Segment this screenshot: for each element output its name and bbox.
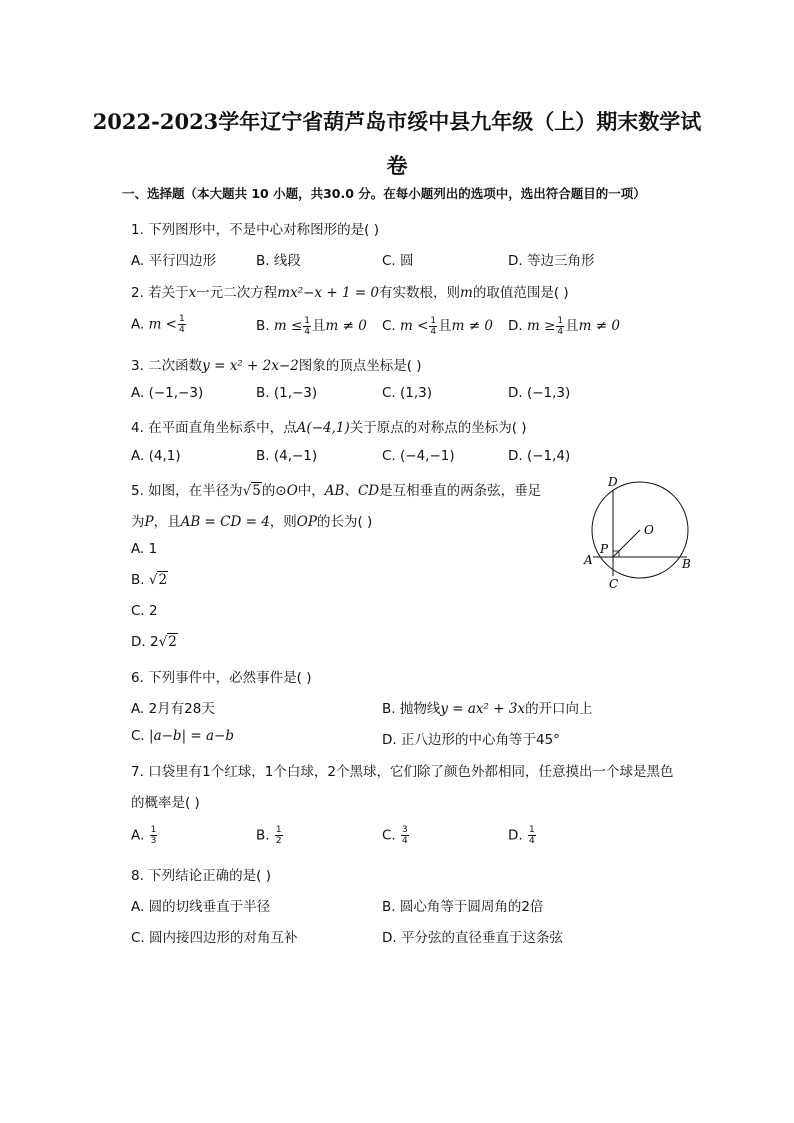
q6-option-a: A. 2月有28天 [131, 701, 215, 717]
option-letter: B. [131, 572, 149, 588]
q2-stem-text: 2. 若关于 [131, 285, 189, 301]
option-letter: C. [382, 827, 401, 844]
q2-option-d [508, 314, 620, 337]
q5-option-d [131, 634, 178, 650]
q4-option-a: A. (4,1) [131, 448, 181, 464]
option-math: m ≥ [526, 318, 556, 334]
fraction-denominator: 4 [557, 326, 564, 337]
q1-option-a: A. 平行四边形 [131, 253, 217, 269]
fraction [150, 825, 158, 846]
fraction-numerator: 1 [150, 825, 157, 835]
q6-option-d: D. 正八边形的中心角等于45° [382, 732, 560, 748]
q1-stem: 1. 下列图形中，不是中心对称图形的是( ) [131, 222, 379, 238]
q5-var: AB [324, 483, 345, 499]
q5-text: 的⊙ [261, 483, 287, 499]
title-line-2: 卷 [386, 153, 408, 178]
q6-stem: 6. 下列事件中，必然事件是( ) [131, 670, 312, 686]
fraction [401, 825, 409, 846]
option-text: B. 抛物线 [382, 701, 441, 717]
option-text: 且 [438, 318, 452, 334]
q4-stem [131, 416, 527, 436]
option-math: m ≠ 0 [451, 318, 493, 334]
fraction [178, 314, 186, 335]
label-o: O [644, 523, 654, 537]
q3-stem-text: 3. 二次函数 [131, 358, 203, 374]
label-b: B [682, 557, 691, 571]
circle-diagram [578, 472, 708, 592]
q5-text: 5. 如图，在半径为 [131, 483, 243, 499]
option-text: 的开口向上 [525, 701, 593, 717]
q7-option-d [508, 825, 537, 846]
fraction-numerator: 1 [275, 825, 282, 835]
option-math: y = ax² + 3x [440, 701, 526, 717]
q2-option-b [256, 314, 367, 337]
q5-text: ，且 [153, 514, 181, 530]
sqrt-radicand: 2 [168, 634, 177, 650]
q3-option-a: A. (−1,−3) [131, 385, 204, 401]
q8-option-b: B. 圆心角等于圆周角的2倍 [382, 899, 544, 915]
q7-stem-line-2: 的概率是( ) [131, 795, 200, 811]
q2-var-x: x [188, 285, 197, 301]
option-letter: B. [256, 318, 274, 334]
option-letter: D. [508, 827, 527, 844]
q7-option-c [382, 825, 410, 846]
q8-stem: 8. 下列结论正确的是( ) [131, 868, 271, 884]
q3-option-d: D. (−1,3) [508, 385, 571, 401]
q2-stem-text-2: 一元二次方程 [196, 285, 278, 301]
fraction-numerator: 3 [402, 825, 408, 835]
fraction [429, 316, 437, 337]
fraction-denominator: 4 [179, 325, 185, 335]
option-letter: A. [131, 316, 149, 333]
q5-stem-line-1 [131, 479, 541, 499]
fraction-numerator: 1 [528, 825, 535, 835]
q7-option-b [256, 825, 284, 846]
q2-stem [131, 281, 569, 301]
sqrt-radicand: 5 [252, 483, 261, 499]
q5-circle-figure [578, 472, 708, 592]
q6-option-b [382, 697, 593, 717]
q4-option-b: B. (4,−1) [256, 448, 318, 464]
q4-stem-text: 4. 在平面直角坐标系中，点 [131, 420, 297, 436]
q5-text: 为 [131, 514, 145, 530]
q5-text: 的长为( ) [316, 514, 373, 530]
option-math: m ≠ 0 [325, 318, 367, 334]
q2-stem-text-4: 的取值范围是( ) [472, 285, 569, 301]
q5-var: O [286, 483, 298, 499]
sqrt-radicand: 2 [158, 572, 168, 588]
sqrt: √2 [148, 572, 168, 588]
fraction-denominator: 3 [150, 836, 157, 846]
q5-option-a: A. 1 [131, 541, 158, 557]
option-letter: D. 2 [131, 634, 159, 650]
exam-title [0, 100, 794, 188]
q5-var: P [144, 514, 154, 530]
q7-option-a [131, 825, 158, 846]
option-letter: B. [256, 827, 274, 844]
q5-text: 中， [297, 483, 325, 499]
q3-option-b: B. (1,−3) [256, 385, 318, 401]
q3-stem-text-2: 图象的顶点坐标是( ) [298, 358, 422, 374]
q2-stem-text-3: 有实数根，则 [379, 285, 461, 301]
label-d: D [608, 475, 618, 489]
label-c: C [609, 577, 619, 591]
q3-equation: y = x² + 2x−2 [202, 358, 299, 374]
title-line-1: 2022-2023学年辽宁省葫芦岛市绥中县九年级（上）期末数学试 [92, 109, 702, 134]
q5-option-b [131, 572, 168, 588]
option-letter: A. [131, 827, 149, 844]
option-math: m < [400, 318, 429, 334]
q5-text: 是互相垂直的两条弦，垂足 [379, 483, 542, 499]
q2-option-a [131, 314, 187, 335]
option-letter: C. [131, 728, 150, 744]
q1-option-c: C. 圆 [382, 253, 414, 269]
option-math: m ≤ [273, 318, 303, 334]
q5-text: ，则 [269, 514, 297, 530]
q4-stem-text-2: 关于原点的对称点的坐标为( ) [349, 420, 527, 436]
q2-var-m: m [460, 285, 473, 301]
fraction-numerator: 1 [179, 314, 185, 324]
fraction [556, 316, 564, 337]
q4-option-d: D. (−1,4) [508, 448, 571, 464]
option-letter: C. [382, 318, 401, 334]
option-letter: D. [508, 318, 527, 334]
fraction-denominator: 4 [402, 836, 408, 846]
q5-equation: AB = CD = 4 [180, 514, 270, 530]
label-p: P [600, 542, 609, 556]
q1-option-b: B. 线段 [256, 253, 301, 269]
q4-option-c: C. (−4,−1) [382, 448, 455, 464]
fraction-denominator: 4 [304, 326, 310, 337]
fraction-numerator: 1 [557, 315, 564, 326]
q8-option-c: C. 圆内接四边形的对角互补 [131, 930, 298, 946]
segment-op [613, 530, 640, 557]
option-math: |a−b| = a−b [149, 728, 235, 744]
fraction-denominator: 2 [275, 836, 282, 846]
q5-stem-line-2 [131, 510, 372, 530]
fraction-denominator: 4 [430, 326, 437, 337]
q7-stem-line-1: 7. 口袋里有1个红球，1个白球，2个黑球，它们除了颜色外都相同，任意摸出一个球是黑色 [131, 764, 674, 780]
fraction [303, 316, 311, 337]
option-text: 且 [565, 318, 579, 334]
q4-point: A(−4,1) [296, 420, 350, 436]
q3-option-c: C. (1,3) [382, 385, 433, 401]
option-text: 且 [312, 318, 326, 334]
q5-var: CD [357, 483, 380, 499]
option-math: m ≠ 0 [578, 318, 620, 334]
fraction [528, 825, 536, 846]
q8-option-d: D. 平分弦的直径垂直于这条弦 [382, 930, 563, 946]
option-math: m < [148, 316, 177, 333]
fraction [275, 825, 283, 846]
label-a: A [584, 553, 593, 567]
section-heading: 一、选择题（本大题共 10 小题，共30.0 分。在每小题列出的选项中，选出符合题目的一项） [122, 186, 646, 201]
sqrt: √5 [242, 483, 261, 499]
q8-option-a: A. 圆的切线垂直于半径 [131, 899, 271, 915]
fraction-numerator: 1 [430, 315, 437, 326]
q5-option-c: C. 2 [131, 603, 158, 619]
fraction-numerator: 1 [304, 315, 310, 326]
sqrt: √2 [158, 634, 177, 650]
q5-var: OP [296, 514, 317, 530]
q3-stem [131, 354, 422, 374]
q2-equation: mx²−x + 1 = 0 [277, 285, 380, 301]
q6-option-c [131, 728, 234, 744]
q1-option-d: D. 等边三角形 [508, 253, 595, 269]
fraction-denominator: 4 [528, 836, 535, 846]
q2-option-c [382, 314, 493, 337]
q5-text: 、 [344, 483, 358, 499]
